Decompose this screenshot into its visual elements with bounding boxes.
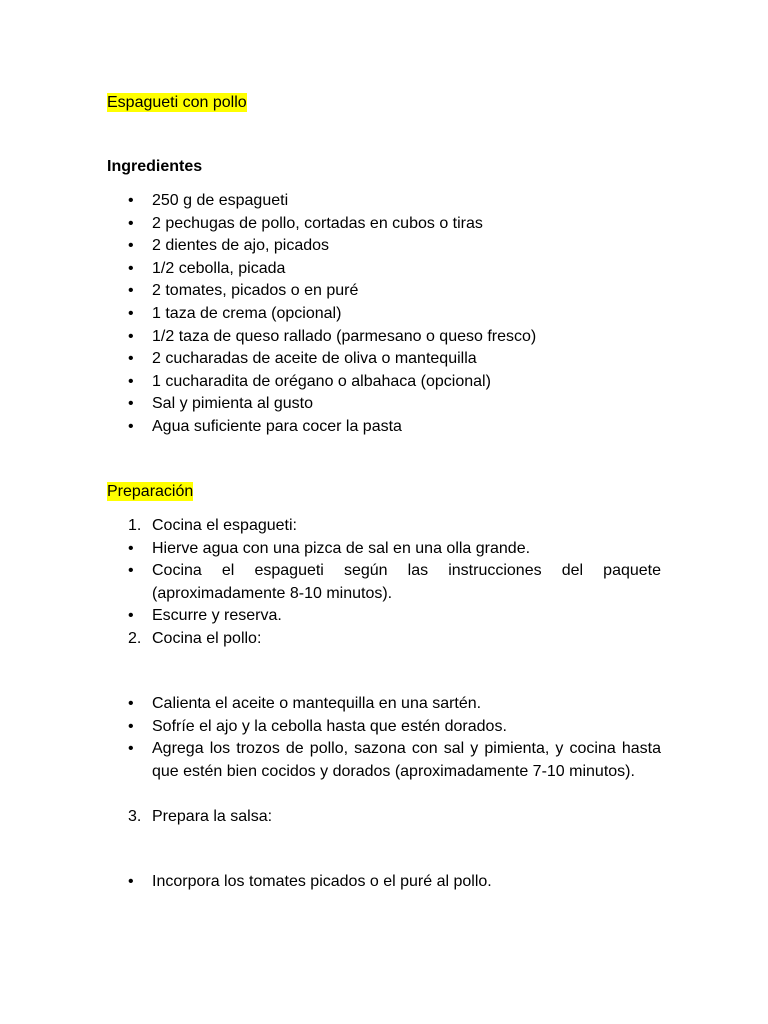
list-item [107,258,661,281]
step-number: 3. [128,808,142,825]
bullet-icon: • [128,327,134,345]
list-item [107,326,661,349]
step-bullet-text: Escurre y reserva. [152,607,282,625]
step-bullet-text: Cocina el espagueti según las instrucciones del paquete (aproximadamente 8-10 minutos). [152,562,661,602]
bullet-icon: • [128,873,134,890]
list-item [107,303,661,326]
bullet-icon: • [128,607,134,625]
bullet-icon: • [128,372,134,390]
list-item [107,560,661,605]
list-item [107,190,661,213]
ingredient-text: 1/2 cebolla, picada [152,259,286,277]
ingredient-text: Sal y pimienta al gusto [152,395,313,413]
list-item [107,235,661,258]
step-bullet-text: Incorpora los tomates picados o el puré al pollo. [152,873,492,890]
step-number: 2. [128,630,142,647]
bullet-icon: • [128,418,134,435]
step-number: 1. [128,517,142,534]
bullet-icon: • [128,717,134,735]
step-label: Cocina el pollo: [152,630,262,647]
ingredient-text: 1 cucharadita de orégano o albahaca (opcional) [152,372,491,390]
bullet-icon: • [128,562,134,580]
list-item [107,605,661,628]
bullet-icon: • [128,237,134,255]
ingredient-text: 2 cucharadas de aceite de oliva o mantequilla [152,350,477,368]
recipe-title [107,92,247,114]
bullet-icon: • [128,192,134,209]
step-label: Cocina el espagueti: [152,517,297,534]
ingredient-text: 2 tomates, picados o en puré [152,282,359,300]
list-item [107,416,661,439]
list-item [107,693,661,716]
bullet-icon: • [128,539,134,557]
step-label: Prepara la salsa: [152,808,273,825]
ingredient-text: 2 dientes de ajo, picados [152,237,330,255]
ingredient-text: 1 taza de crema (opcional) [152,305,342,322]
step-bullet-text: Sofríe el ajo y la cebolla hasta que estén dorados. [152,717,507,735]
ingredient-text: Agua suficiente para cocer la pasta [152,418,402,435]
bullet-icon: • [128,305,134,322]
bullet-icon: • [128,282,134,300]
step-bullet-text: Calienta el aceite o mantequilla en una sartén. [152,695,482,712]
ingredients-heading: Ingredientes [107,158,203,175]
preparation-heading [107,481,193,503]
bullet-icon: • [128,350,134,368]
step-item [107,515,661,538]
list-item [107,738,661,783]
list-item [107,393,661,416]
bullet-icon: • [128,740,134,758]
list-item [107,716,661,739]
ingredient-text: 2 pechugas de pollo, cortadas en cubos o tiras [152,214,483,232]
list-item [107,538,661,561]
list-item [107,348,661,371]
bullet-icon: • [128,695,134,712]
ingredient-text: 250 g de espagueti [152,192,289,209]
step-bullet-text: Hierve agua con una pizca de sal en una olla grande. [152,539,531,557]
list-item [107,280,661,303]
step-bullet-text: Agrega los trozos de pollo, sazona con sal y pimienta, y cocina hasta que estén bien cocidos y dorados (aproximadamente 7-10 minutos). [152,740,661,780]
list-item [107,871,661,894]
list-item [107,371,661,394]
step-item [107,628,661,651]
list-item [107,213,661,236]
step-item [107,806,661,829]
ingredient-text: 1/2 taza de queso rallado (parmesano o queso fresco) [152,327,537,345]
bullet-icon: • [128,395,134,413]
recipe-title-text: Espagueti con pollo [107,94,247,111]
bullet-icon: • [128,259,134,277]
bullet-icon: • [128,214,134,232]
preparation-heading-text: Preparación [107,483,194,500]
